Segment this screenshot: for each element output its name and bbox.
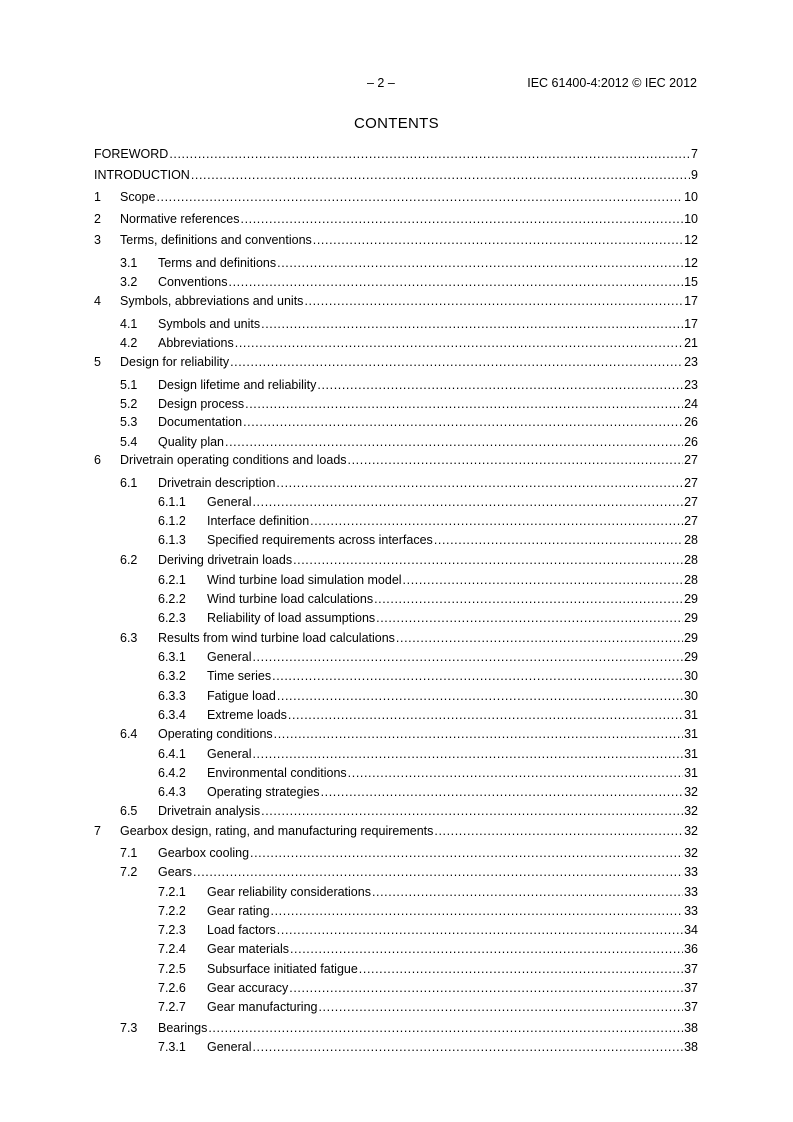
toc-entry[interactable] — [94, 414, 698, 430]
toc-entry-page: 23 — [684, 378, 698, 392]
toc-entry-page: 33 — [684, 865, 698, 879]
toc-entry-number: 5.1 — [120, 378, 138, 392]
toc-entry-page: 31 — [684, 708, 698, 722]
dot-leader — [193, 864, 683, 880]
toc-entry[interactable] — [94, 572, 698, 588]
toc-entry-title: Gears — [158, 865, 193, 879]
toc-entry-page: 28 — [684, 553, 698, 567]
toc-entry-page: 29 — [684, 631, 698, 645]
toc-entry-title: Time series — [207, 669, 272, 683]
toc-entry-page: 31 — [684, 766, 698, 780]
toc-entry-number: 6.5 — [120, 804, 138, 818]
toc-entry-number: 7.3.1 — [158, 1040, 186, 1054]
dot-leader — [230, 354, 683, 370]
dot-leader — [359, 961, 683, 977]
dot-leader — [318, 999, 683, 1015]
toc-entry-title: Subsurface initiated fatigue — [207, 962, 358, 976]
toc-entry-number: 6.4 — [120, 727, 138, 741]
toc-entry-page: 32 — [684, 846, 698, 860]
dot-leader — [252, 746, 683, 762]
dot-leader — [293, 552, 683, 568]
toc-entry-title: Gear rating — [207, 904, 270, 918]
toc-entry-title: Abbreviations — [158, 336, 234, 350]
toc-entry-page: 21 — [684, 336, 698, 350]
toc-entry-page: 38 — [684, 1040, 698, 1054]
dot-leader — [208, 1020, 683, 1036]
toc-entry[interactable] — [94, 707, 698, 723]
toc-entry[interactable] — [94, 884, 698, 900]
toc-entry-number: 4.1 — [120, 317, 138, 331]
dot-leader — [434, 823, 683, 839]
dot-leader — [348, 452, 684, 468]
toc-entry-title: Operating conditions — [158, 727, 273, 741]
toc-entry-number: 3.2 — [120, 275, 138, 289]
toc-entry[interactable] — [94, 961, 698, 977]
dot-leader — [396, 630, 683, 646]
toc-entry-page: 27 — [684, 476, 698, 490]
toc-entry-title: General — [207, 747, 252, 761]
toc-entry-number: 7.2.6 — [158, 981, 186, 995]
toc-entry-number: 7.2.1 — [158, 885, 186, 899]
toc-entry-title: General — [207, 495, 252, 509]
toc-entry[interactable] — [94, 746, 698, 762]
toc-entry-title: Bearings — [158, 1021, 208, 1035]
toc-entry[interactable] — [94, 668, 698, 684]
toc-entry-page: 28 — [684, 573, 698, 587]
toc-entry[interactable] — [94, 452, 698, 468]
dot-leader — [290, 941, 683, 957]
dot-leader — [304, 293, 683, 309]
toc-entry[interactable] — [94, 688, 698, 704]
toc-entry-number: 7.1 — [120, 846, 138, 860]
toc-entry[interactable] — [94, 1039, 698, 1055]
toc-entry-number: 6.1.3 — [158, 533, 186, 547]
toc-entry-title: Terms and definitions — [158, 256, 277, 270]
toc-entry[interactable] — [94, 784, 698, 800]
toc-entry-number: 3 — [94, 233, 101, 247]
toc-entry-title: Gear materials — [207, 942, 289, 956]
toc-entry[interactable] — [94, 293, 698, 309]
toc-entry-number: 6.3.2 — [158, 669, 186, 683]
dot-leader — [225, 434, 683, 450]
toc-entry[interactable] — [94, 255, 698, 271]
toc-entry[interactable] — [94, 765, 698, 781]
toc-entry[interactable] — [94, 354, 698, 370]
toc-entry-number: 6.1.1 — [158, 495, 186, 509]
toc-entry[interactable] — [94, 941, 698, 957]
dot-leader — [241, 211, 684, 227]
toc-entry-page: 32 — [684, 785, 698, 799]
toc-entry[interactable] — [94, 803, 698, 819]
toc-entry-title: Reliability of load assumptions — [207, 611, 376, 625]
toc-entry[interactable] — [94, 167, 698, 183]
toc-entry-page: 38 — [684, 1021, 698, 1035]
toc-entry-number: 6.3.4 — [158, 708, 186, 722]
toc-entry-title: Operating strategies — [207, 785, 320, 799]
toc-entry-number: 7.2 — [120, 865, 138, 879]
toc-entry-title: Quality plan — [158, 435, 225, 449]
toc-entry-page: 10 — [684, 212, 698, 226]
toc-entry[interactable] — [94, 922, 698, 938]
toc-entry-title: Gear manufacturing — [207, 1000, 318, 1014]
toc-entry-title: Design for reliability — [120, 355, 230, 369]
dot-leader — [252, 494, 683, 510]
toc-entry-number: 4 — [94, 294, 101, 308]
toc-entry[interactable] — [94, 316, 698, 332]
toc-entry-page: 10 — [684, 190, 698, 204]
dot-leader — [261, 316, 683, 332]
dot-leader — [434, 532, 683, 548]
toc-entry-title: Terms, definitions and conventions — [120, 233, 312, 247]
dot-leader — [321, 784, 684, 800]
toc-entry-number: 6.3.3 — [158, 689, 186, 703]
toc-entry-number: 6.1 — [120, 476, 138, 490]
toc-entry-title: Extreme loads — [207, 708, 287, 722]
dot-leader — [272, 668, 683, 684]
toc-entry[interactable] — [94, 649, 698, 665]
dot-leader — [288, 707, 683, 723]
toc-entry-number: 6.4.3 — [158, 785, 186, 799]
toc-entry-page: 26 — [684, 415, 698, 429]
toc-entry-page: 12 — [684, 233, 698, 247]
toc-entry-title: Gearbox design, rating, and manufacturing requirements — [120, 824, 434, 838]
toc-entry-page: 7 — [691, 147, 698, 161]
toc-entry[interactable] — [94, 845, 698, 861]
toc-entry[interactable] — [94, 377, 698, 393]
toc-entry-title: Drivetrain description — [158, 476, 276, 490]
toc-entry-title: Scope — [120, 190, 156, 204]
toc-entry[interactable] — [94, 232, 698, 248]
toc-entry-title: General — [207, 1040, 252, 1054]
toc-entry-page: 32 — [684, 824, 698, 838]
toc-entry[interactable] — [94, 211, 698, 227]
toc-entry-page: 31 — [684, 747, 698, 761]
dot-leader — [261, 803, 683, 819]
toc-entry-page: 29 — [684, 650, 698, 664]
toc-entry-title: Load factors — [207, 923, 276, 937]
dot-leader — [372, 884, 683, 900]
toc-entry-page: 37 — [684, 962, 698, 976]
toc-entry-number: 6.3.1 — [158, 650, 186, 664]
toc-entry-title: INTRODUCTION — [94, 168, 190, 182]
toc-entry-page: 37 — [684, 981, 698, 995]
toc-entry-number: 3.1 — [120, 256, 138, 270]
toc-entry-title: Fatigue load — [207, 689, 276, 703]
contents-title: CONTENTS — [354, 115, 439, 132]
dot-leader — [229, 274, 684, 290]
dot-leader — [271, 903, 684, 919]
toc-entry-number: 7.2.7 — [158, 1000, 186, 1014]
dot-leader — [191, 167, 690, 183]
dot-leader — [252, 1039, 683, 1055]
toc-entry[interactable] — [94, 864, 698, 880]
toc-entry-number: 5.3 — [120, 415, 138, 429]
page-number: – 2 – — [367, 76, 395, 90]
toc-entry-number: 7.3 — [120, 1021, 138, 1035]
toc-entry-number: 7.2.5 — [158, 962, 186, 976]
toc-entry-page: 15 — [684, 275, 698, 289]
toc-entry-number: 6.2.1 — [158, 573, 186, 587]
toc-entry-number: 4.2 — [120, 336, 138, 350]
dot-leader — [156, 189, 683, 205]
toc-entry-title: Gear accuracy — [207, 981, 289, 995]
toc-entry-title: Symbols and units — [158, 317, 261, 331]
toc-entry-number: 6.3 — [120, 631, 138, 645]
toc-entry-page: 29 — [684, 592, 698, 606]
toc-entry-number: 6.4.2 — [158, 766, 186, 780]
toc-entry[interactable] — [94, 999, 698, 1015]
toc-entry[interactable] — [94, 532, 698, 548]
standard-identifier: IEC 61400-4:2012 © IEC 2012 — [527, 76, 697, 90]
dot-leader — [376, 610, 683, 626]
toc-entry-title: Interface definition — [207, 514, 310, 528]
toc-entry[interactable] — [94, 1020, 698, 1036]
toc-entry-number: 5.2 — [120, 397, 138, 411]
toc-entry-page: 17 — [684, 317, 698, 331]
toc-entry-title: Design process — [158, 397, 245, 411]
dot-leader — [277, 255, 683, 271]
dot-leader — [374, 591, 683, 607]
toc-entry[interactable] — [94, 494, 698, 510]
toc-entry-title: FOREWORD — [94, 147, 169, 161]
toc-entry[interactable] — [94, 434, 698, 450]
dot-leader — [235, 335, 683, 351]
dot-leader — [313, 232, 683, 248]
toc-entry-title: Deriving drivetrain loads — [158, 553, 293, 567]
toc-entry[interactable] — [94, 189, 698, 205]
toc-entry-number: 6.1.2 — [158, 514, 186, 528]
toc-entry-title: Specified requirements across interfaces — [207, 533, 433, 547]
toc-entry-number: 5.4 — [120, 435, 138, 449]
toc-entry-page: 12 — [684, 256, 698, 270]
toc-entry-number: 7 — [94, 824, 101, 838]
toc-entry[interactable] — [94, 980, 698, 996]
dot-leader — [310, 513, 683, 529]
toc-entry[interactable] — [94, 903, 698, 919]
toc-entry[interactable] — [94, 591, 698, 607]
toc-entry-page: 32 — [684, 804, 698, 818]
toc-entry-page: 33 — [684, 885, 698, 899]
toc-entry[interactable] — [94, 274, 698, 290]
toc-entry-page: 33 — [684, 904, 698, 918]
dot-leader — [250, 845, 683, 861]
toc-entry-number: 6.2 — [120, 553, 138, 567]
toc-entry-number: 6 — [94, 453, 101, 467]
toc-entry-title: Results from wind turbine load calculations — [158, 631, 395, 645]
toc-entry-title: Normative references — [120, 212, 240, 226]
toc-entry-title: Wind turbine load calculations — [207, 592, 374, 606]
toc-entry-page: 26 — [684, 435, 698, 449]
toc-entry-page: 36 — [684, 942, 698, 956]
toc-entry-page: 34 — [684, 923, 698, 937]
toc-entry[interactable] — [94, 823, 698, 839]
toc-entry[interactable] — [94, 146, 698, 162]
dot-leader — [289, 980, 683, 996]
toc-entry-page: 30 — [684, 669, 698, 683]
toc-entry-title: Wind turbine load simulation model — [207, 573, 402, 587]
toc-entry-page: 37 — [684, 1000, 698, 1014]
dot-leader — [276, 475, 683, 491]
dot-leader — [317, 377, 683, 393]
toc-entry-page: 23 — [684, 355, 698, 369]
toc-entry-page: 28 — [684, 533, 698, 547]
toc-entry[interactable] — [94, 630, 698, 646]
toc-entry-page: 27 — [684, 495, 698, 509]
toc-entry-number: 7.2.3 — [158, 923, 186, 937]
dot-leader — [245, 396, 683, 412]
toc-entry[interactable] — [94, 396, 698, 412]
toc-entry-number: 5 — [94, 355, 101, 369]
toc-entry-title: General — [207, 650, 252, 664]
toc-entry-title: Conventions — [158, 275, 228, 289]
dot-leader — [348, 765, 683, 781]
toc-entry-page: 17 — [684, 294, 698, 308]
toc-entry-number: 6.2.3 — [158, 611, 186, 625]
dot-leader — [169, 146, 690, 162]
dot-leader — [243, 414, 683, 430]
toc-entry-page: 30 — [684, 689, 698, 703]
toc-entry[interactable] — [94, 610, 698, 626]
dot-leader — [277, 922, 683, 938]
toc-entry-page: 27 — [684, 514, 698, 528]
toc-entry-page: 29 — [684, 611, 698, 625]
toc-entry-title: Documentation — [158, 415, 243, 429]
toc-entry-title: Gear reliability considerations — [207, 885, 371, 899]
dot-leader — [274, 726, 683, 742]
toc-entry[interactable] — [94, 513, 698, 529]
toc-entry-title: Drivetrain analysis — [158, 804, 261, 818]
toc-entry-page: 27 — [684, 453, 698, 467]
toc-entry-title: Drivetrain operating conditions and loads — [120, 453, 347, 467]
toc-entry-number: 7.2.2 — [158, 904, 186, 918]
dot-leader — [403, 572, 684, 588]
toc-entry-title: Environmental conditions — [207, 766, 347, 780]
toc-entry-title: Gearbox cooling — [158, 846, 250, 860]
toc-entry[interactable] — [94, 552, 698, 568]
toc-entry-title: Design lifetime and reliability — [158, 378, 317, 392]
toc-entry[interactable] — [94, 335, 698, 351]
dot-leader — [277, 688, 683, 704]
toc-entry-number: 6.4.1 — [158, 747, 186, 761]
toc-entry-number: 2 — [94, 212, 101, 226]
toc-entry[interactable] — [94, 475, 698, 491]
toc-entry-page: 31 — [684, 727, 698, 741]
toc-entry-title: Symbols, abbreviations and units — [120, 294, 304, 308]
toc-entry[interactable] — [94, 726, 698, 742]
dot-leader — [252, 649, 683, 665]
toc-entry-page: 9 — [691, 168, 698, 182]
toc-entry-number: 1 — [94, 190, 101, 204]
toc-entry-page: 24 — [684, 397, 698, 411]
toc-entry-number: 6.2.2 — [158, 592, 186, 606]
toc-entry-number: 7.2.4 — [158, 942, 186, 956]
